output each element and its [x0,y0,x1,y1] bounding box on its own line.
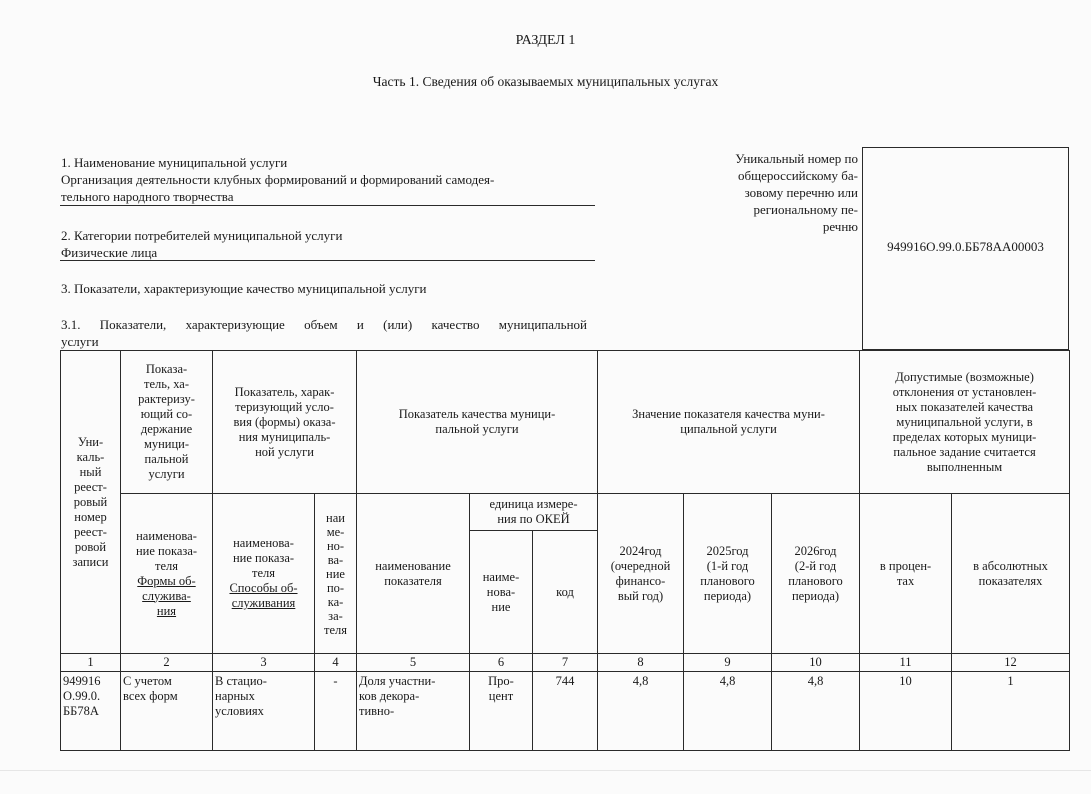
unique-number-label: Уникальный номер по общероссийскому ба- зовому перечню или региональному пе- речню [735,151,858,234]
col-year-2024: 2024год (очередной финансо- вый год) [598,494,684,654]
col-indicator-name-narrow: наи ме- но- ва- ние по- ка- за- теля [315,494,357,654]
col-quality-value-header: Значение показателя качества муни- ципальной услуги [598,351,860,494]
col-number: 5 [357,654,470,672]
col-unit-name: наиме- нова- ние [470,531,533,654]
col-registry-header: Уни- каль- ный реест- ровый номер реест- ровой записи [61,351,121,654]
col-deviation-absolute: в абсолютных показателях [952,494,1070,654]
quality-indicators-table [60,350,1070,751]
service-name-line2: тельного народного творчества [61,189,234,204]
col-year-2026: 2026год (2-й год планового периода) [772,494,860,654]
col-deviation-header: Допустимые (возможные) отклонения от установлен- ных показателей качества муниципальной услуги, в пределах которых муници- пальное задание считается выполненным [860,351,1070,494]
col-number: 2 [121,654,213,672]
indicators-label: 3. Показатели, характеризующие качество муниципальной услуги [61,281,427,296]
cell-conditions: В стацио- нарных условиях [213,672,315,751]
col-year-2025: 2025год (1-й год планового периода) [684,494,772,654]
col-number: 7 [533,654,598,672]
service-name-line1: Организация деятельности клубных формирований и формирований самодея- [61,172,495,187]
cell-registry: 949916 О.99.0. ББ78А [61,672,121,751]
header-row-1 [61,351,1070,494]
col-number: 12 [952,654,1070,672]
col-number: 1 [61,654,121,672]
col-number: 6 [470,654,533,672]
part-title: Часть 1. Сведения об оказываемых муниципальных услугах [372,74,719,89]
cell-content: С учетом всех форм [121,672,213,751]
indicators-sub-line1: 3.1. Показатели, характеризующие объем и (или) качество муниципальной [61,317,587,332]
col-conditions-header: Показатель, харак- теризующий усло- вия (формы) оказа- ния муниципаль- ной услуги [213,351,357,494]
col-form-name: наименова- ние показа- теля Формы об- служива- ния [121,494,213,654]
col-quality-indicator-header: Показатель качества муници- пальной услуги [357,351,598,494]
consumers-label: 2. Категории потребителей муниципальной услуги [61,228,343,243]
col-unit-code: код [533,531,598,654]
col-number: 8 [598,654,684,672]
table-row [61,672,1070,751]
section-title: РАЗДЕЛ 1 [515,33,576,48]
col-number: 9 [684,654,772,672]
service-name-label: 1. Наименование муниципальной услуги [61,155,288,170]
cell-unit-code: 744 [533,672,598,751]
service-name-underline [60,205,595,206]
col-deviation-percent: в процен- тах [860,494,952,654]
col-number: 4 [315,654,357,672]
page-edge-divider [0,770,1091,771]
col-number: 3 [213,654,315,672]
cell-deviation-absolute: 1 [952,672,1070,751]
cell-indicator-narrow: - [315,672,357,751]
cell-unit-name: Про- цент [470,672,533,751]
cell-deviation-percent: 10 [860,672,952,751]
col-content-header: Показа- тель, ха- рактеризу- ющий со- держание муници- пальной услуги [121,351,213,494]
consumers-underline [60,260,595,261]
cell-value-2024: 4,8 [598,672,684,751]
col-number: 10 [772,654,860,672]
col-method-name: наименова- ние показа- теля Способы об- служивания [213,494,315,654]
col-unit-okei: единица измере- ния по ОКЕЙ [470,494,598,531]
cell-value-2025: 4,8 [684,672,772,751]
header-row-2 [61,494,1070,531]
cell-quality-name: Доля участни- ков декора- тивно- [357,672,470,751]
indicators-sub-line2: услуги [61,334,99,349]
col-quality-name: наименование показателя [357,494,470,654]
cell-value-2026: 4,8 [772,672,860,751]
column-numbers-row [61,654,1070,672]
unique-number-value: 949916О.99.0.ББ78АА00003 [887,239,1044,254]
consumers-value: Физические лица [61,245,158,260]
col-number: 11 [860,654,952,672]
